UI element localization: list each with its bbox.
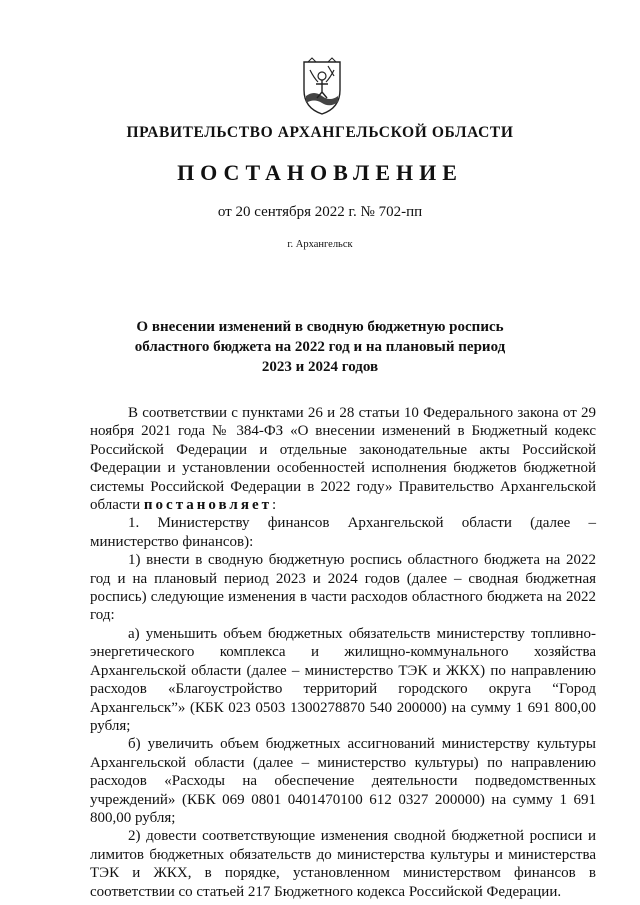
intro-paragraph	[90, 404, 596, 514]
paragraph-1: 1. Министерству финансов Архангельской области (далее – министерство финансов):	[90, 515, 596, 550]
paragraph-1-1: 1) внести в сводную бюджетную роспись областного бюджета на 2022 год и на плановый период 2023 и 2024 годов (далее – сводная бюджетная роспись) следующие изменения в части расходов областного бюджета на 2022 год:	[90, 552, 596, 624]
document-body	[90, 404, 596, 901]
organization-name: ПРАВИТЕЛЬСТВО АРХАНГЕЛЬСКОЙ ОБЛАСТИ	[126, 124, 514, 141]
document-date-number: от 20 сентября 2022 г. № 702-пп	[217, 204, 423, 220]
title-line: О внесении изменений в сводную бюджетную роспись	[136, 319, 504, 335]
paragraph-1-1-a: а) уменьшить объем бюджетных обязательств министерству топливно-энергетического комплекса и жилищно-коммунального хозяйства Архангельской области (далее – министерство ТЭК и ЖКХ) по направлению расходов «Благоустройство территорий городского округа “Город Архангельск”» (КБК 023 0503 1300278870 540 200000) на сумму 1 691 800,00 рубля;	[90, 625, 596, 734]
intro-text: В соответствии с пунктами 26 и 28 статьи 10 Федерального закона от 29 ноября 2021 года № 384-ФЗ «О внесении изменений в Бюджетный кодекс Российской Федерации и отдельные законодательные акты Российской Федерации и установлении особенностей исполнения бюджетов бюджетной системы Российской Федерации в 2022 году» Правительство Архангельской области	[90, 405, 596, 514]
title-line: 2023 и 2024 годов	[261, 359, 379, 375]
document-type: ПОСТАНОВЛЕНИЕ	[177, 160, 463, 185]
paragraph-1-2: 2) довести соответствующие изменения сводной бюджетной росписи и лимитов бюджетных обязательств до министерства культуры и министерства ТЭК и ЖКХ, в порядке, установленном министерством финансов в соответствии со статьей 217 Бюджетного кодекса Российской Федерации.	[90, 828, 596, 900]
decree-word: постановляет	[143, 497, 272, 514]
paragraph-1-1-b: б) увеличить объем бюджетных ассигнований министерству культуры Архангельской области (далее – министерство культуры) по направлению расходов «Расходы на обеспечение деятельности подведомственных учреждений» (КБК 069 0801 0401470100 612 0327 200000) на сумму 1 691 800,00 рубля;	[90, 736, 596, 826]
decree-colon: :	[272, 497, 277, 514]
document-city: г. Архангельск	[287, 239, 353, 250]
coat-of-arms-icon	[298, 56, 346, 116]
document-title	[0, 317, 640, 377]
title-line: областного бюджета на 2022 год и на плановый период	[134, 339, 506, 355]
